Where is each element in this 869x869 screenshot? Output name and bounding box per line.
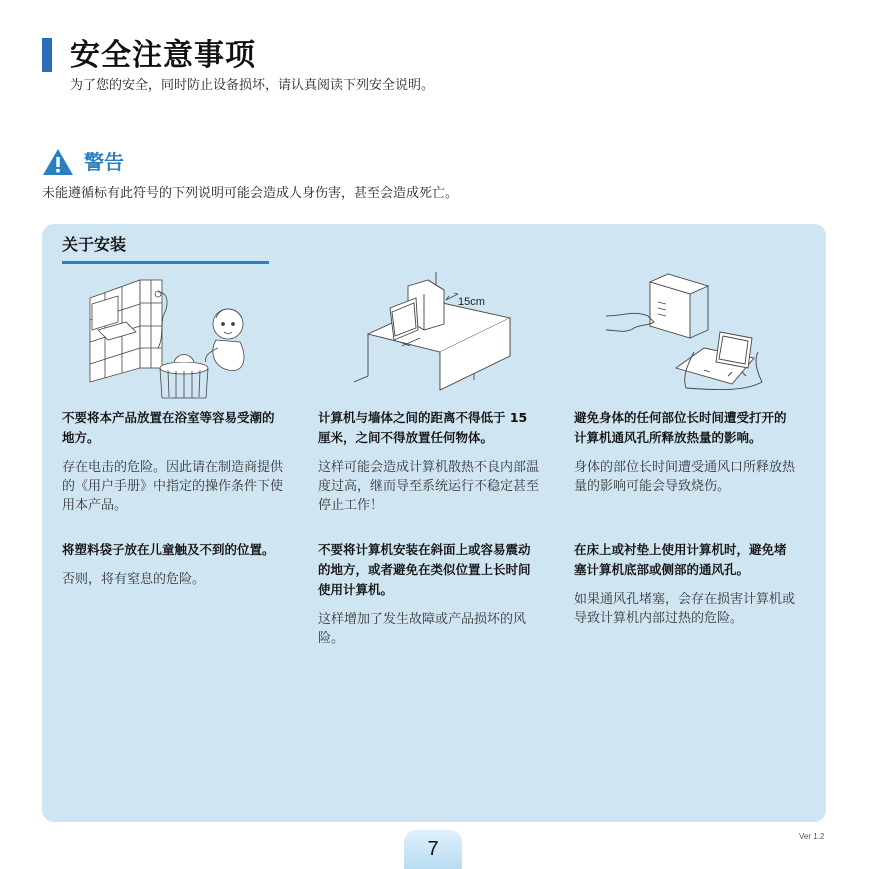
section-title: 关于安装 [62,235,127,254]
item-bathroom [62,408,284,515]
version-label: Ver 1.2 [799,832,825,841]
desk-clearance-illustration [354,272,514,392]
item-vent-heat [574,408,796,496]
title-accent-bar [42,38,52,72]
item-slope-vibration [318,540,540,648]
item-plastic-bag [62,540,284,589]
item-heading: 不要将本产品放置在浴室等容易受潮的地方。 [62,410,275,445]
item-description: 如果通风孔堵塞，会存在损害计算机或导致计算机内部过热的危险。 [574,592,796,626]
item-heading: 将塑料袋子放在儿童触及不到的位置。 [62,542,275,557]
item-heading: 在床上或衬垫上使用计算机时，避免堵塞计算机底部或侧部的通风孔。 [574,542,787,577]
item-description: 存在电击的危险。因此请在制造商提供的《用户手册》中指定的操作条件下使用本产品。 [62,460,284,513]
warning-title: 警告 [84,150,124,174]
item-heading: 避免身体的任何部位长时间遭受打开的计算机通风孔所释放热量的影响。 [574,410,787,445]
item-description: 这样增加了发生故障或产品损坏的风险。 [318,612,527,646]
item-description: 身体的部位长时间遭受通风口所释放热量的影响可能会导致烧伤。 [574,460,796,494]
clearance-label: 15cm [458,296,485,308]
item-wall-clearance [318,408,540,515]
item-heading: 不要将计算机安装在斜面上或容易震动的地方，或者避免在类似位置上长时间使用计算机。 [318,542,531,597]
bathroom-child-illustration [80,278,250,402]
item-description: 这样可能会造成计算机散热不良内部温度过高，继而导至系统运行不稳定甚至停止工作！ [318,460,540,513]
page-title: 安全注意事项 [70,38,256,73]
item-description: 否则，将有窒息的危险。 [62,572,206,587]
warning-triangle-icon [42,148,74,176]
page-number: 7 [404,830,462,869]
vent-heat-illustration [604,272,764,396]
page-subtitle: 为了您的安全，同时防止设备损坏，请认真阅读下列安全说明。 [70,78,435,93]
warning-description: 未能遵循标有此符号的下列说明可能会造成人身伤害，甚至会造成死亡。 [42,186,459,201]
section-underline [62,261,269,264]
item-bed-cushion [574,540,796,628]
item-heading: 计算机与墙体之间的距离不得低于 15 厘米，之间不得放置任何物体。 [318,410,528,445]
